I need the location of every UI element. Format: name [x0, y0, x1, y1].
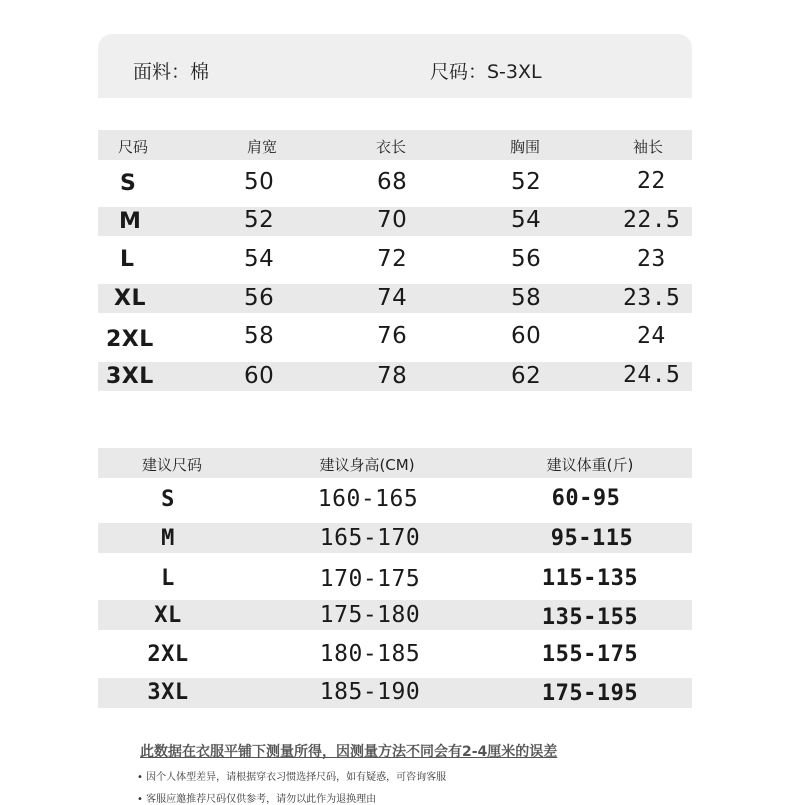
size-header-length: 衣长 [375, 138, 407, 156]
size-label: M [161, 526, 175, 551]
table-cell: 52 [244, 207, 275, 233]
fabric-label: 面料：棉 [133, 61, 210, 83]
table-cell: 58 [244, 323, 275, 349]
table-cell: 58 [511, 285, 542, 311]
table-cell: 60 [244, 363, 275, 389]
table-cell: 95-115 [550, 526, 634, 551]
table-cell: 60-95 [551, 486, 621, 511]
size-label: S [120, 171, 137, 196]
table-cell: 24.5 [623, 362, 681, 388]
recommend-header-weight: 建议体重(斤) [546, 456, 634, 474]
size-label: S [161, 487, 175, 512]
size-label: XL [154, 603, 182, 628]
table-cell: 50 [244, 169, 275, 195]
table-cell: 68 [377, 169, 408, 195]
table-cell: 135-155 [541, 605, 639, 630]
table-cell: 72 [377, 246, 408, 272]
size-label: M [119, 209, 142, 234]
table-cell: 22.5 [623, 207, 681, 233]
size-header-size: 尺码 [117, 138, 149, 156]
table-cell: 170-175 [319, 566, 421, 592]
table-cell: 54 [244, 246, 275, 272]
table-cell: 175-180 [319, 602, 421, 628]
table-cell: 56 [511, 246, 542, 272]
table-cell: 165-170 [319, 525, 421, 551]
table-cell: 24 [637, 323, 666, 349]
table-cell: 115-135 [541, 566, 639, 591]
size-label: 2XL [147, 642, 189, 667]
note-bullet: • 客服应邀推荐尺码仅供参考，请勿以此作为退换理由 [137, 794, 377, 805]
recommend-header-height: 建议身高(CM) [319, 456, 415, 474]
table-cell: 76 [377, 323, 408, 349]
table-cell: 155-175 [541, 642, 639, 667]
size-range-label: 尺码：S-3XL [430, 61, 542, 83]
table-cell: 60 [511, 323, 542, 349]
size-label: 2XL [106, 327, 154, 352]
recommend-header-size: 建议尺码 [141, 456, 203, 474]
table-cell: 78 [377, 363, 408, 389]
table-cell: 175-195 [541, 681, 639, 706]
table-cell: 74 [377, 285, 408, 311]
table-cell: 62 [511, 363, 542, 389]
note-bullet: • 因个人体型差异，请根据穿衣习惯选择尺码，如有疑惑，可咨询客服 [137, 772, 447, 783]
table-cell: 52 [511, 169, 542, 195]
size-header-sleeve: 袖长 [632, 138, 664, 156]
size-label: L [120, 247, 135, 272]
table-cell: 160-165 [317, 486, 419, 512]
table-cell: 23.5 [623, 285, 681, 311]
table-cell: 56 [244, 285, 275, 311]
table-cell: 23 [637, 246, 666, 272]
size-header-shoulder: 肩宽 [246, 138, 278, 156]
size-label: 3XL [106, 364, 154, 389]
size-label: 3XL [147, 680, 189, 705]
size-label: L [161, 566, 175, 591]
table-cell: 185-190 [319, 679, 421, 705]
size-label: XL [114, 286, 146, 311]
table-cell: 70 [377, 207, 408, 233]
measurement-disclaimer: 此数据在衣服平铺下测量所得，因测量方法不同会有2-4厘米的误差 [140, 744, 558, 760]
table-cell: 22 [637, 168, 666, 194]
table-cell: 180-185 [319, 641, 421, 667]
size-header-chest: 胸围 [509, 138, 541, 156]
table-cell: 54 [511, 207, 542, 233]
